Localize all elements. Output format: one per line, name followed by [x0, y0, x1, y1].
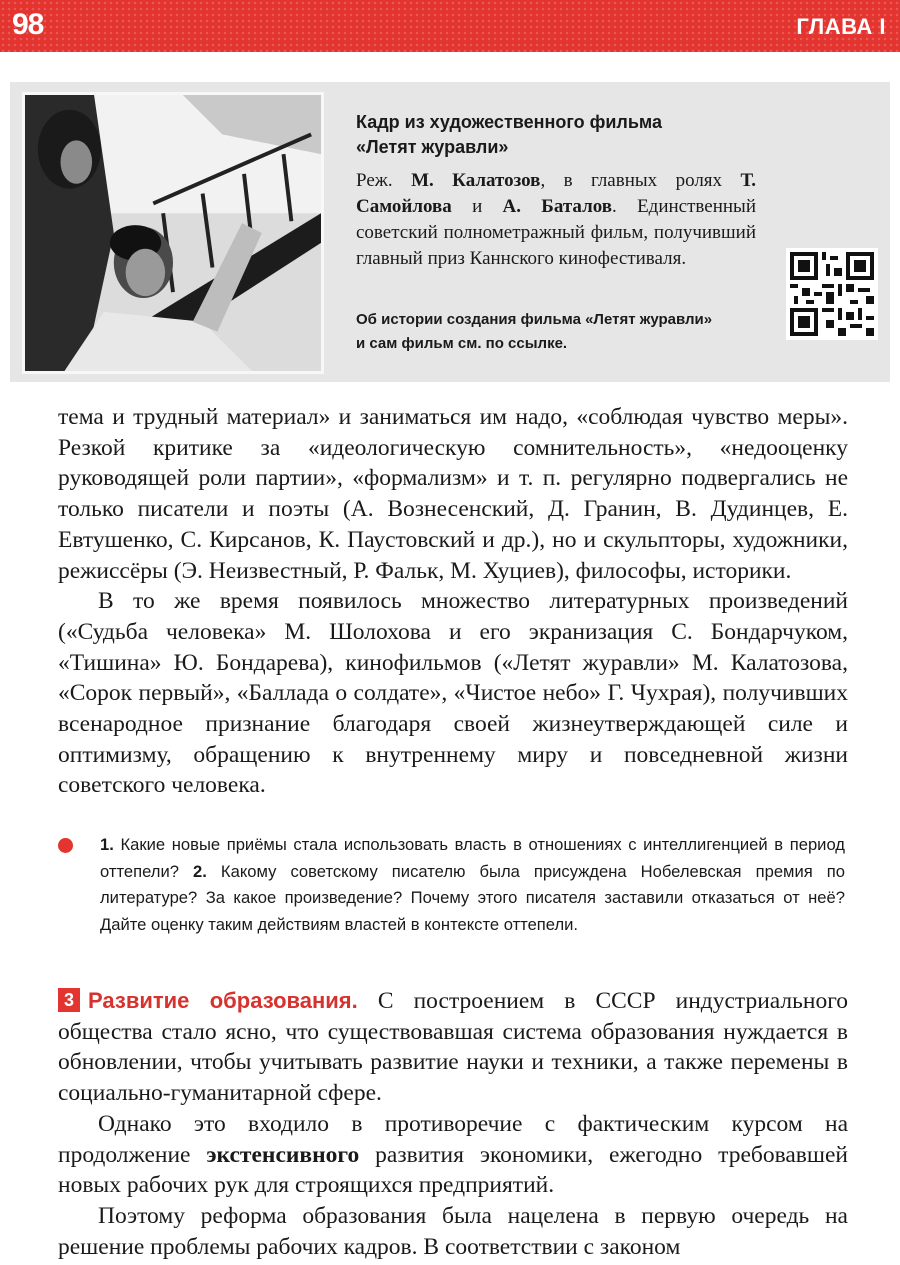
section-number-badge: 3 [58, 988, 80, 1012]
caption-link-line1: Об истории создания фильма «Летят журавли» [356, 311, 713, 328]
caption-title-line2: «Летят журавли» [356, 137, 509, 157]
section-3-text-1: С построением в СССР индустриального общества стало ясно, что существовавшая система образования нуждается в обновлении, чтобы учитывать развитие науки и техники, а также перемены в социально-гуманитарной сфере. [58, 988, 848, 1107]
question-2-number: 2. [193, 861, 207, 881]
caption-title [356, 110, 776, 160]
caption-body-and: и [451, 196, 503, 217]
caption-director: М. Калатозов [411, 170, 541, 191]
header-spacer [0, 52, 900, 82]
film-caption-box [10, 82, 890, 382]
caption-actor-2: А. Баталов [502, 196, 613, 217]
caption-link-line2: и сам фильм см. по ссылке. [356, 335, 568, 352]
red-dot-icon [58, 838, 73, 853]
section-3-paragraph-1 [58, 986, 848, 1109]
chapter-label: ГЛАВА I [796, 14, 886, 39]
qr-code-graphic [790, 252, 874, 336]
section-3-term-extensive: экстенсивного [206, 1141, 360, 1168]
section-3-block [58, 986, 848, 1262]
questions-block [100, 832, 845, 938]
question-2-text: Какому советскому писателю была присуждена Нобелевская премия по литературе? За какое произведение? Почему этого писателя заставили отказаться от неё? Дайте оценку таким действиям властей в контексте оттепели. [100, 861, 845, 934]
section-3-paragraph-3: Поэтому реформа образования была нацелена в первую очередь на решение проблемы рабочих кадров. В соответствии с законом [58, 1202, 848, 1260]
question-1-number: 1. [100, 835, 114, 854]
caption-body-rest: . Единственный советский полнометражный фильм, получивший главный приз Каннского кинофестиваля. [356, 196, 756, 269]
caption-actor-1: Т. Самойлова [356, 170, 756, 217]
caption-body-prefix: Реж. [356, 170, 412, 191]
section-3-text-2a: Однако это входило в противоречие с фактическим курсом на продолжение [58, 1110, 848, 1168]
main-text-block [58, 402, 848, 801]
question-1-text: Какие новые приёмы стала использовать власть в отношениях с интеллигенцией в период оттепели? [100, 835, 845, 881]
page-number: 98 [12, 8, 44, 41]
paragraph-2: В то же время появилось множество литературных произведений («Судьба человека» М. Шолохова и его экранизация С. Бондарчуком, «Тишина» Ю. Бондарева), кинофильмов («Летят журавли» М. Калатозова, «Сорок первый», «Баллада о солдате», «Чистое небо» Г. Чухрая), получивших всенародное признание благодаря своей жизнеутверждающей силе и оптимизму, обращению к внутреннему миру и повседневной жизни советского человека. [58, 588, 848, 799]
caption-body [356, 168, 756, 272]
qr-code-icon[interactable] [786, 248, 878, 340]
film-still-photo [22, 92, 324, 374]
section-3-text-2b: развития экономики, ежегодно требовавшей новых рабочих рук для строящихся предприятий. [58, 1141, 848, 1199]
page-header-bar [0, 0, 900, 52]
paragraph-1: тема и трудный материал» и заниматься им надо, «соблюдая чувство меры». Резкой критике за «идеологическую сомнительность», «недооценку руководящей роли партии», «формализм» и т. п. регулярно подвергались не только писатели и поэты (А. Вознесенский, Д. Гранин, В. Дудинцев, Е. Евтушенко, С. Кирсанов, К. Паустовский и др.), но и скульпторы, художники, режиссёры (Э. Неизвестный, Р. Фальк, М. Хуциев), философы, историки. [58, 404, 848, 584]
caption-body-mid: , в главных ролях [540, 170, 741, 191]
section-3-paragraph-2 [58, 1109, 848, 1201]
caption-link-note [356, 308, 776, 356]
film-still-image [25, 95, 321, 371]
section-title: Развитие образования. [88, 988, 358, 1013]
caption-title-line1: Кадр из художественного фильма [356, 112, 662, 132]
